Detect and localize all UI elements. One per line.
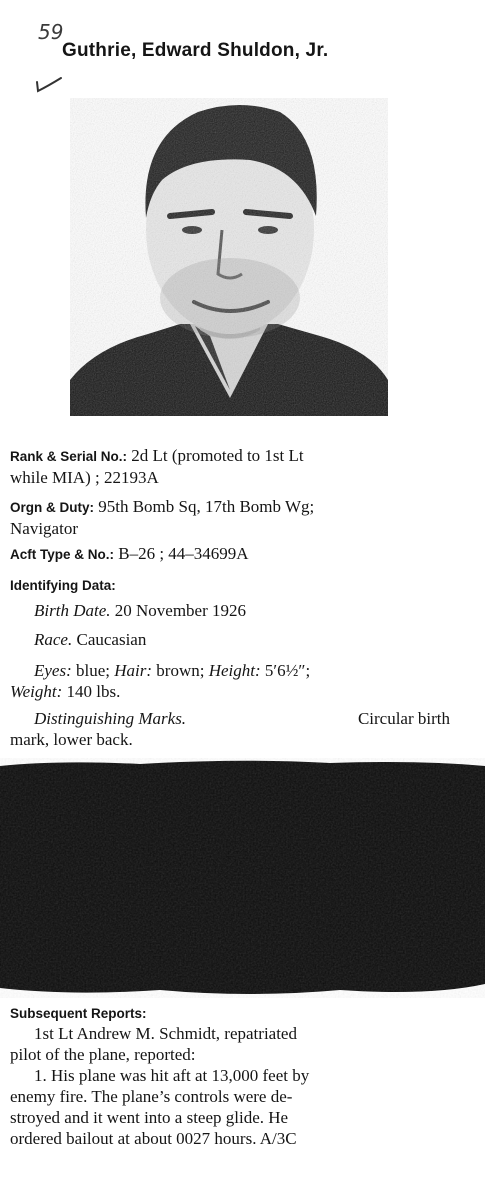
identifying-data-label: Identifying Data: [10, 578, 116, 593]
report-line: enemy fire. The plane’s controls were de- [10, 1087, 293, 1106]
race-value: Caucasian [76, 630, 147, 649]
distinguishing-marks-field [10, 708, 450, 750]
race-field [10, 629, 474, 650]
organization-duty-field [10, 496, 450, 539]
aircraft-field [10, 543, 450, 565]
eyes-label: Eyes: [34, 661, 72, 680]
birth-date-label: Birth Date. [34, 601, 111, 620]
aircraft-label: Acft Type & No.: [10, 547, 114, 562]
handwritten-check-mark [34, 76, 64, 98]
height-label: Height: [208, 661, 261, 680]
height-value: 5′6½″; [264, 661, 311, 680]
distinguishing-marks-label: Distinguishing Marks. [34, 709, 187, 728]
race-label: Race. [34, 630, 73, 649]
birth-date-field [10, 600, 474, 621]
person-name: Guthrie, Edward Shuldon, Jr. [62, 40, 329, 61]
hair-value: brown; [156, 661, 205, 680]
distinguishing-marks-value: Circular birth [357, 709, 450, 728]
rank-serial-value-cont: while MIA) ; 22193A [10, 468, 159, 487]
handwritten-page-number: 59 [38, 20, 64, 44]
report-line: ordered bailout at about 0027 hours. A/3C [10, 1129, 297, 1148]
organization-duty-value: 95th Bomb Sq, 17th Bomb Wg; [98, 497, 315, 516]
rank-serial-value: 2d Lt (promoted to 1st Lt [131, 446, 304, 465]
hair-label: Hair: [114, 661, 153, 680]
report-line: 1st Lt Andrew M. Schmidt, repatriated [34, 1024, 297, 1043]
organization-duty-value-cont: Navigator [10, 519, 78, 538]
subsequent-reports-body [10, 1023, 455, 1149]
redaction-block [0, 758, 485, 998]
report-line: 1. His plane was hit aft at 13,000 feet by [34, 1066, 310, 1085]
distinguishing-marks-value-cont: mark, lower back. [10, 730, 133, 749]
weight-label: Weight: [10, 682, 63, 701]
rank-serial-label: Rank & Serial No.: [10, 449, 128, 464]
portrait-photo [70, 98, 388, 416]
birth-date-value: 20 November 1926 [114, 601, 247, 620]
subsequent-reports-label: Subsequent Reports: [10, 1006, 147, 1021]
aircraft-value: B–26 ; 44–34699A [118, 544, 249, 563]
organization-duty-label: Orgn & Duty: [10, 500, 94, 515]
rank-serial-field [10, 445, 450, 488]
report-line: stroyed and it went into a steep glide. He [10, 1108, 289, 1127]
report-line: pilot of the plane, reported: [10, 1045, 196, 1064]
eyes-value: blue; [76, 661, 111, 680]
physical-description-field [10, 660, 450, 702]
weight-value: 140 lbs. [66, 682, 121, 701]
